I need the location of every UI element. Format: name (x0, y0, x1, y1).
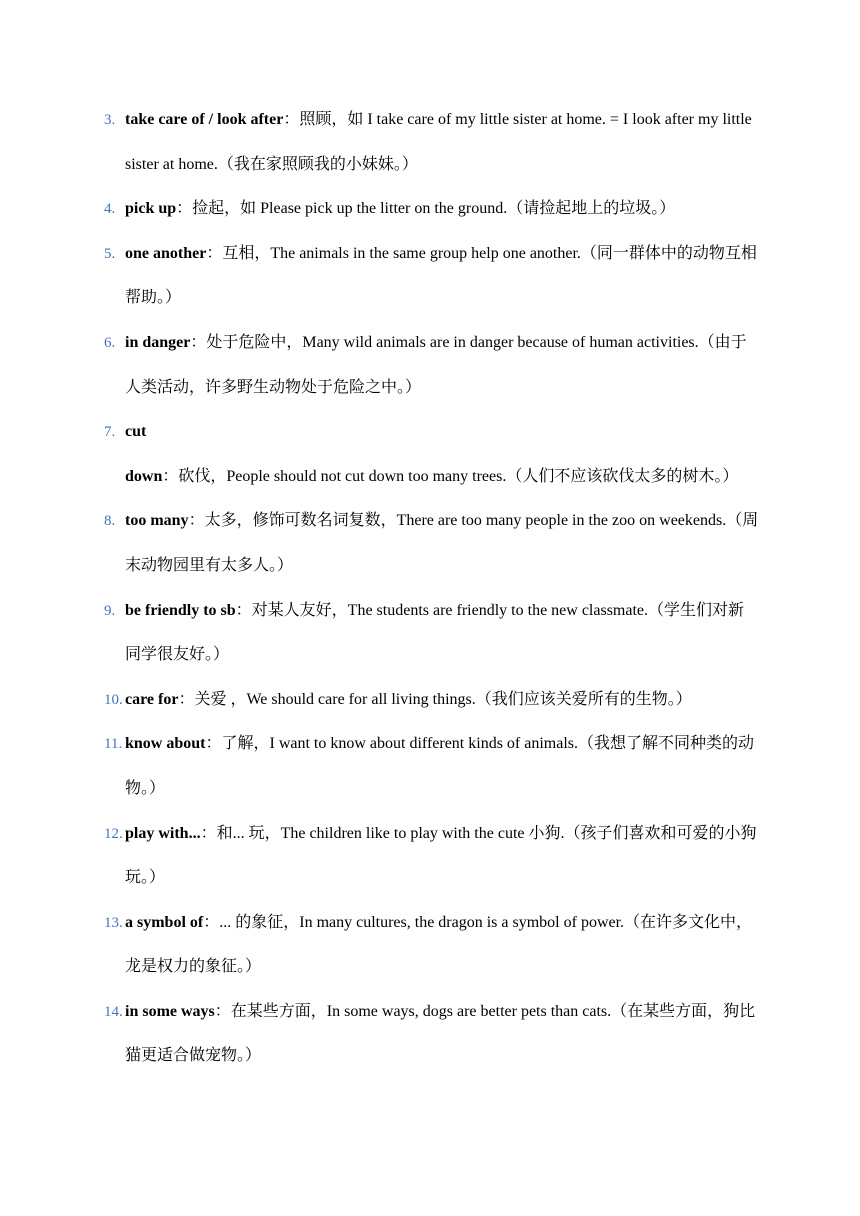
list-item (0, 722, 860, 811)
list-item (0, 232, 860, 321)
phrase-explanation: ：和... 玩，The children like to play with the cute 小狗.（孩子们喜欢和可爱的小狗玩。） (125, 824, 757, 887)
list-item (0, 410, 860, 499)
phrase-term: cut down (125, 423, 163, 485)
list-item (0, 812, 860, 901)
list-item (0, 990, 860, 1079)
item-number: 9. (104, 602, 116, 619)
item-number: 5. (104, 245, 116, 262)
item-number: 3. (104, 112, 116, 128)
phrase-explanation: ：砍伐，People should not cut down too many trees.（人们不应该砍伐太多的树木。） (162, 467, 739, 485)
list-item (0, 98, 860, 187)
phrase-explanation: ：对某人友好，The students are friendly to the new classmate.（学生们对新同学很友好。） (125, 601, 745, 664)
phrase-term: in some ways (125, 1002, 215, 1020)
item-number: 13. (104, 914, 123, 931)
phrase-explanation: ：了解，I want to know about different kinds of animals.（我想了解不同种类的动物。） (125, 735, 755, 797)
item-number: 10. (104, 691, 123, 708)
phrase-explanation: ：太多，修饰可数名词复数，There are too many people in the zoo on weekends.（周末动物园里有太多人。） (125, 512, 759, 574)
phrase-term: one another (125, 244, 207, 262)
phrase-term: play with... (125, 824, 201, 842)
phrase-term: too many (125, 512, 189, 530)
phrase-term: be friendly to sb (125, 601, 236, 619)
phrase-term: care for (125, 690, 179, 708)
list-item (0, 589, 860, 678)
phrase-term: know about (125, 735, 206, 753)
phrase-term: a symbol of (125, 913, 204, 931)
phrase-explanation: ：关爱 ，We should care for all living things.（我们应该关爱所有的生物。） (178, 690, 692, 708)
list-item (0, 187, 860, 232)
phrase-term: take care of / look after (125, 111, 284, 128)
phrase-explanation: ：... 的象征，In many cultures, the dragon is a symbol of power.（在许多文化中，龙是权力的象征。） (125, 913, 753, 976)
item-number: 12. (104, 825, 123, 842)
item-number: 11. (104, 736, 123, 753)
phrase-explanation: ：在某些方面，In some ways, dogs are better pets than cats.（在某些方面，狗比猫更适合做宠物。） (125, 1002, 756, 1065)
list-item (0, 499, 860, 588)
list-item (0, 321, 860, 410)
phrase-explanation: ：捡起，如 Please pick up the litter on the ground.（请捡起地上的垃圾。） (176, 200, 676, 218)
item-number: 6. (104, 334, 116, 351)
item-number: 8. (104, 513, 116, 530)
phrase-term: pick up (125, 200, 177, 218)
phrase-term: in danger (125, 333, 191, 351)
item-number: 7. (104, 424, 116, 441)
phrase-explanation: ：处于危险中，Many wild animals are in danger because of human activities.（由于人类活动，许多野生动物处于危险之中。） (125, 333, 747, 396)
item-number: 4. (104, 201, 116, 218)
phrase-explanation: ：照顾，如 I take care of my little sister at home. = I look after my little sister at home.（我在家照顾我的小妹妹。） (125, 111, 752, 173)
item-number: 14. (104, 1003, 123, 1020)
list-item (0, 678, 860, 723)
phrase-list (0, 98, 860, 1079)
list-item (0, 901, 860, 990)
phrase-explanation: ：互相，The animals in the same group help one another.（同一群体中的动物互相帮助。） (125, 244, 757, 307)
